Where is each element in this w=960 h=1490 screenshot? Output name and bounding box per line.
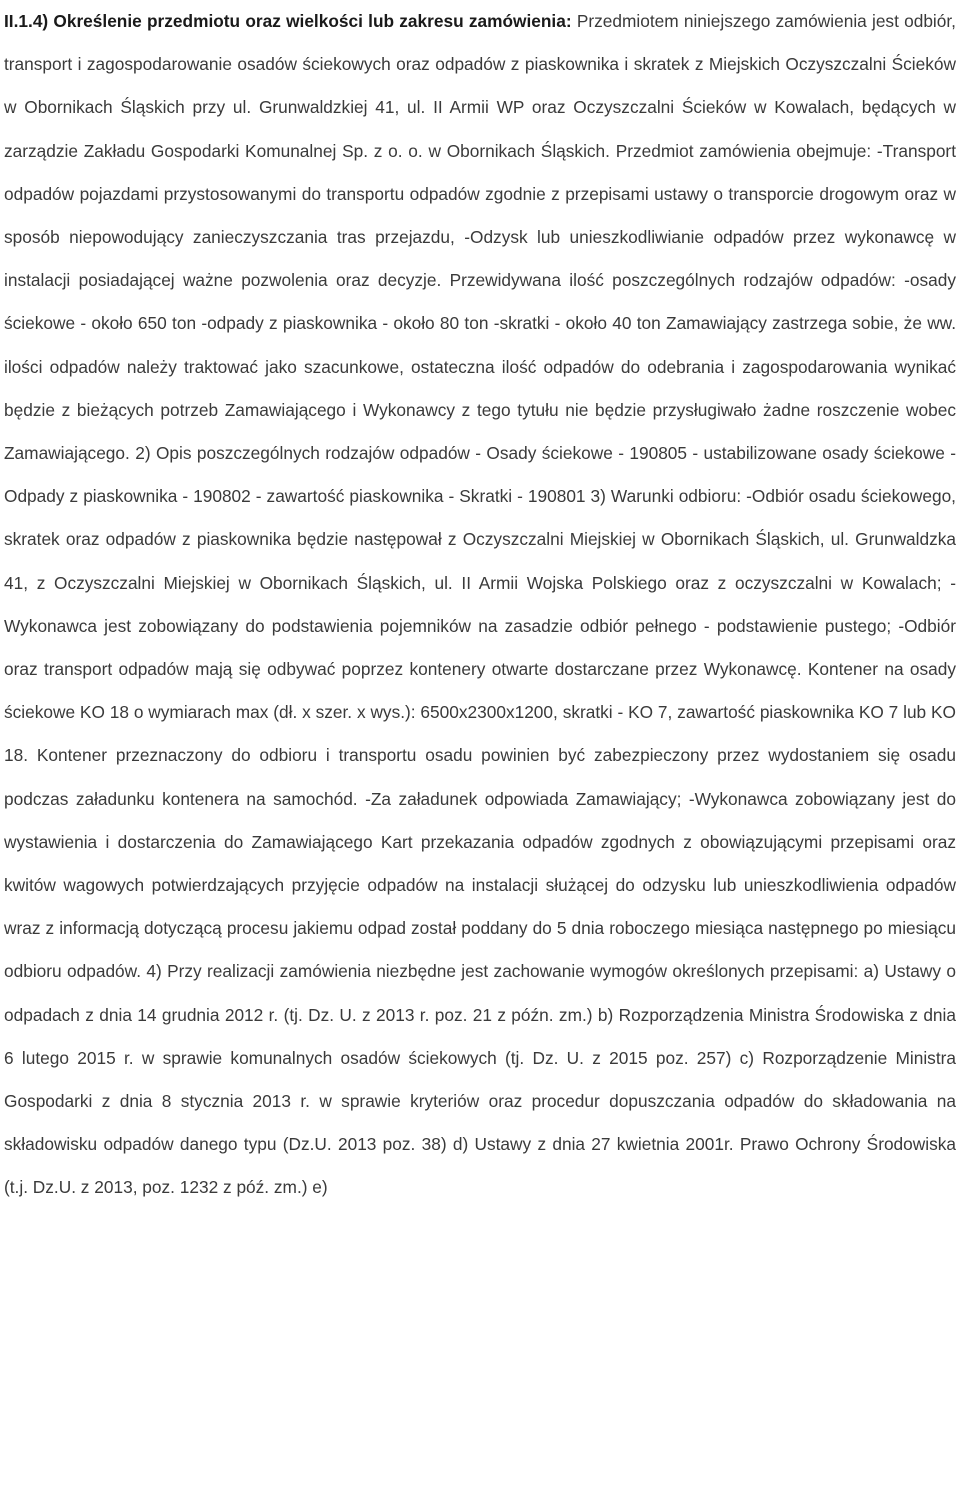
document-page [4, 0, 956, 1210]
section-heading: II.1.4) Określenie przedmiotu oraz wielkości lub zakresu zamówienia: [4, 11, 572, 31]
section-body: Przedmiotem niniejszego zamówienia jest odbiór, transport i zagospodarowanie osadów ściekowych oraz odpadów z piaskownika i skratek z Miejskich Oczyszczalni Ścieków w Obornikach Śląskich przy ul. Grunwaldzkiej 41, ul. II Armii WP oraz Oczyszczalni Ścieków w Kowalach, będących w zarządzie Zakładu Gospodarki Komunalnej Sp. z o. o. w Obornikach Śląskich. Przedmiot zamówienia obejmuje: -Transport odpadów pojazdami przystosowanymi do transportu odpadów zgodnie z przepisami ustawy o transporcie drogowym oraz w sposób niepowodujący zanieczyszczania tras przejazdu, -Odzysk lub unieszkodliwianie odpadów przez wykonawcę w instalacji posiadającej ważne pozwolenia oraz decyzje. Przewidywana ilość poszczególnych rodzajów odpadów: -osady ściekowe - około 650 ton -odpady z piaskownika - około 80 ton -skratki - około 40 ton Zamawiający zastrzega sobie, że ww. ilości odpadów należy traktować jako szacunkowe, ostateczna ilość odpadów do odebrania i zagospodarowania wynikać będzie z bieżących potrzeb Zamawiającego i Wykonawcy z tego tytułu nie będzie przysługiwało żadne roszczenie wobec Zamawiającego. 2) Opis poszczególnych rodzajów odpadów - Osady ściekowe - 190805 - ustabilizowane osady ściekowe - Odpady z piaskownika - 190802 - zawartość piaskownika - Skratki - 190801 3) Warunki odbioru: -Odbiór osadu ściekowego, skratek oraz odpadów z piaskownika będzie następował z Oczyszczalni Miejskiej w Obornikach Śląskich, ul. Grunwaldzka 41, z Oczyszczalni Miejskiej w Obornikach Śląskich, ul. II Armii Wojska Polskiego oraz z oczyszczalni w Kowalach; -Wykonawca jest zobowiązany do podstawienia pojemników na zasadzie odbiór pełnego - podstawienie pustego; -Odbiór oraz transport odpadów mają się odbywać poprzez kontenery otwarte dostarczane przez Wykonawcę. Kontener na osady ściekowe KO 18 o wymiarach max (dł. x szer. x wys.): 6500x2300x1200, skratki - KO 7, zawartość piaskownika KO 7 lub KO 18. Kontener przeznaczony do odbioru i transportu osadu powinien być zabezpieczony przez wydostaniem się osadu podczas załadunku kontenera na samochód. -Za załadunek odpowiada Zamawiający; -Wykonawca zobowiązany jest do wystawienia i dostarczenia do Zamawiającego Kart przekazania odpadów zgodnych z obowiązującymi przepisami oraz kwitów wagowych potwierdzających przyjęcie odpadów na instalacji służącej do odzysku lub unieszkodliwienia odpadów wraz z informacją dotyczącą procesu jakiemu odpad został poddany do 5 dnia roboczego miesiąca następnego po miesiącu odbioru odpadów. 4) Przy realizacji zamówienia niezbędne jest zachowanie wymogów określonych przepisami: a) Ustawy o odpadach z dnia 14 grudnia 2012 r. (tj. Dz. U. z 2013 r. poz. 21 z późn. zm.) b) Rozporządzenia Ministra Środowiska z dnia 6 lutego 2015 r. w sprawie komunalnych osadów ściekowych (tj. Dz. U. z 2015 poz. 257) c) Rozporządzenie Ministra Gospodarki z dnia 8 stycznia 2013 r. w sprawie kryteriów oraz procedur dopuszczania odpadów do składowania na składowisku odpadów danego typu (Dz.U. 2013 poz. 38) d) Ustawy z dnia 27 kwietnia 2001r. Prawo Ochrony Środowiska (t.j. Dz.U. z 2013, poz. 1232 z póź. zm.) e) [4, 11, 956, 1198]
